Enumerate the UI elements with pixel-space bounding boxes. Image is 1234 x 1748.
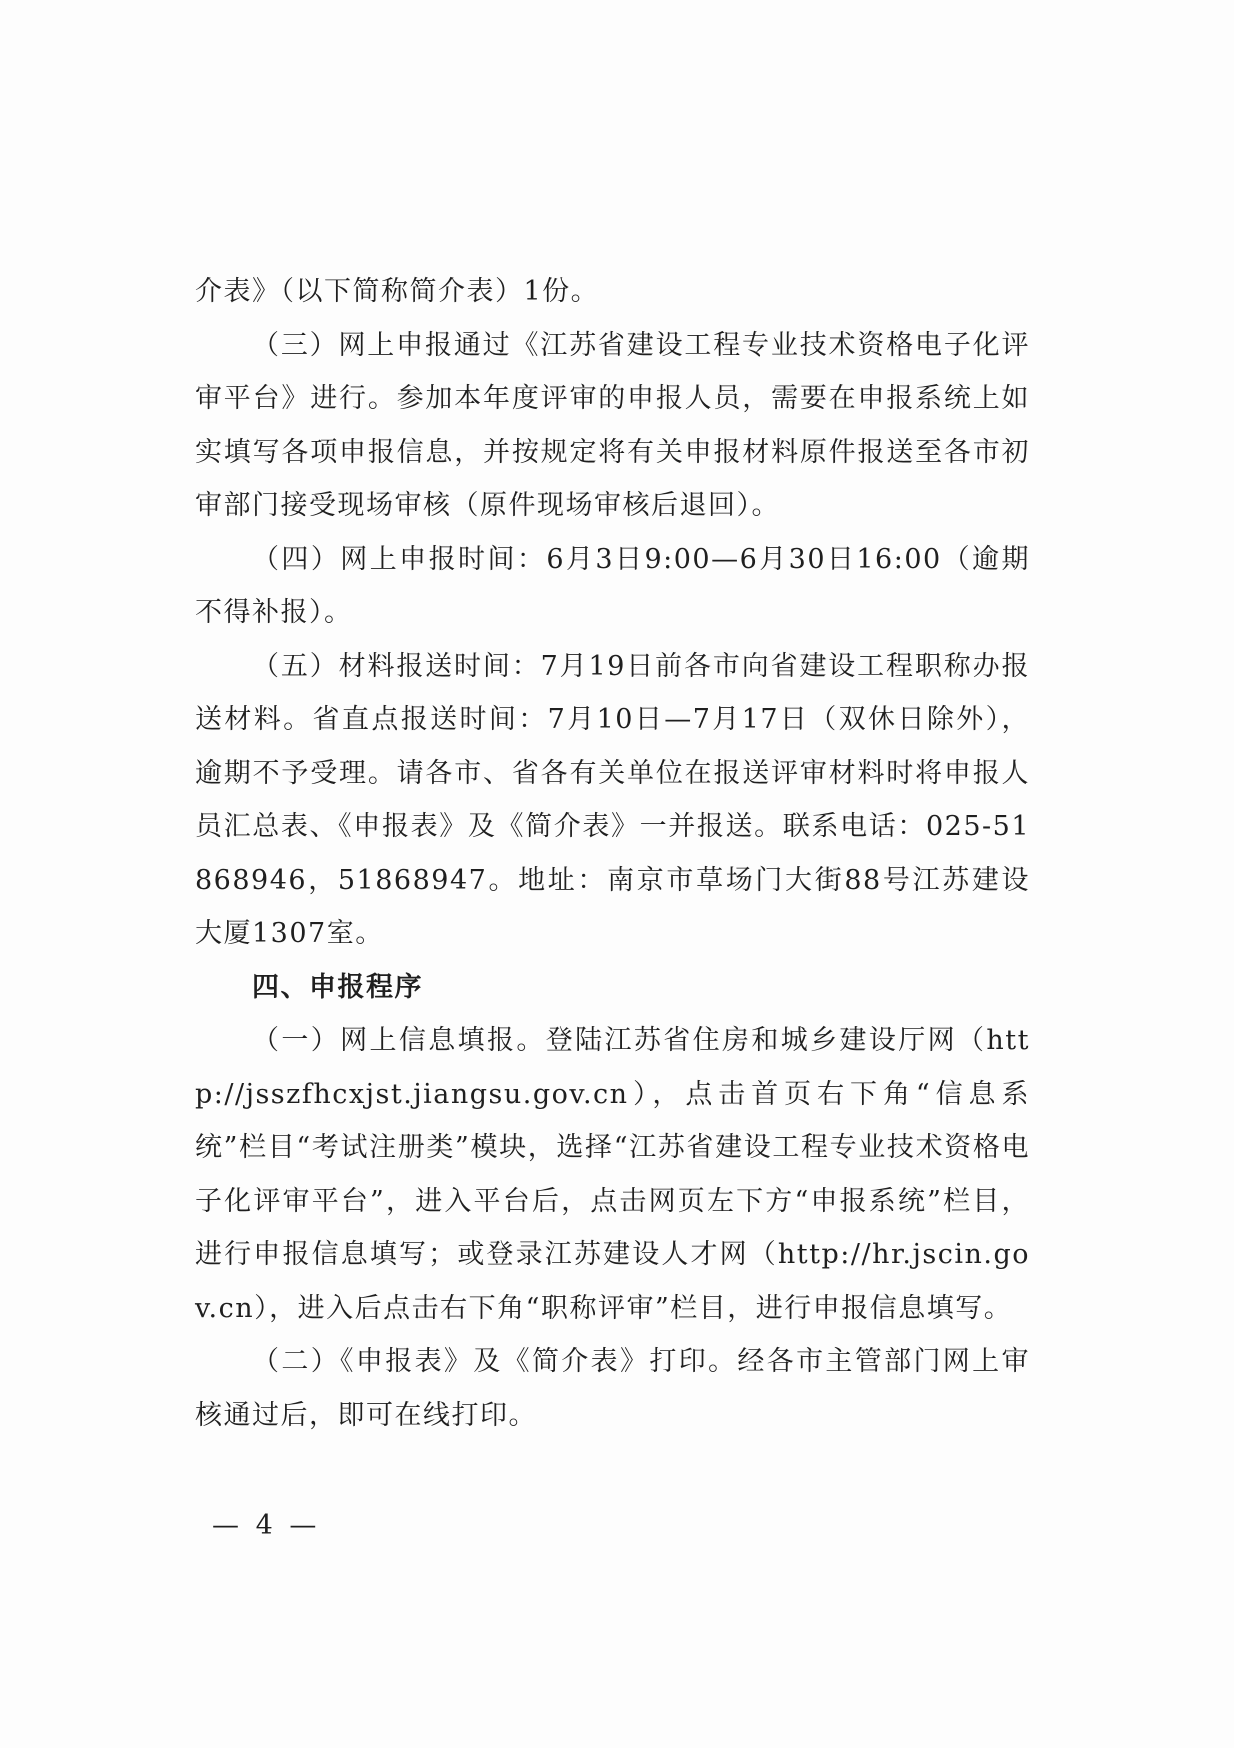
- paragraph-item-4: （四）网上申报时间：6月3日9:00—6月30日16:00（逾期不得补报）。: [195, 543, 1030, 628]
- section-heading: 四、申报程序: [252, 971, 423, 1003]
- paragraph-item-5: （五）材料报送时间：7月19日前各市向省建设工程职称办报送材料。省直点报送时间：7月10日—7月17日（双休日除外），逾期不予受理。请各市、省各有关单位在报送评审材料时将申报人员汇总表、《申报表》及《简介表》一并报送。联系电话：025-51868946，51868947。地址：南京市草场门大街88号江苏建设大厦1307室。: [195, 650, 1030, 949]
- paragraph-procedure-1: （一）网上信息填报。登陆江苏省住房和城乡建设厅网（http://jsszfhcxjst.jiangsu.gov.cn），点击首页右下角“信息系统”栏目“考试注册类”模块，选择“江苏省建设工程专业技术资格电子化评审平台”，进入平台后，点击网页左下方“申报系统”栏目，进行申报信息填写；或登录江苏建设人才网（http://hr.jscin.gov.cn），进入后点击右下角“职称评审”栏目，进行申报信息填写。: [195, 1025, 1030, 1324]
- document-body: [195, 265, 1030, 1442]
- page-number: — 4 —: [212, 1510, 321, 1541]
- paragraph-procedure-2: （二）《申报表》及《简介表》打印。经各市主管部门网上审核通过后，即可在线打印。: [195, 1346, 1030, 1431]
- paragraph-item-3: （三）网上申报通过《江苏省建设工程专业技术资格电子化评审平台》进行。参加本年度评审的申报人员，需要在申报系统上如实填写各项申报信息，并按规定将有关申报材料原件报送至各市初审部门接受现场审核（原件现场审核后退回）。: [195, 329, 1030, 521]
- paragraph-continuation: 介表》（以下简称简介表）1份。: [195, 276, 600, 307]
